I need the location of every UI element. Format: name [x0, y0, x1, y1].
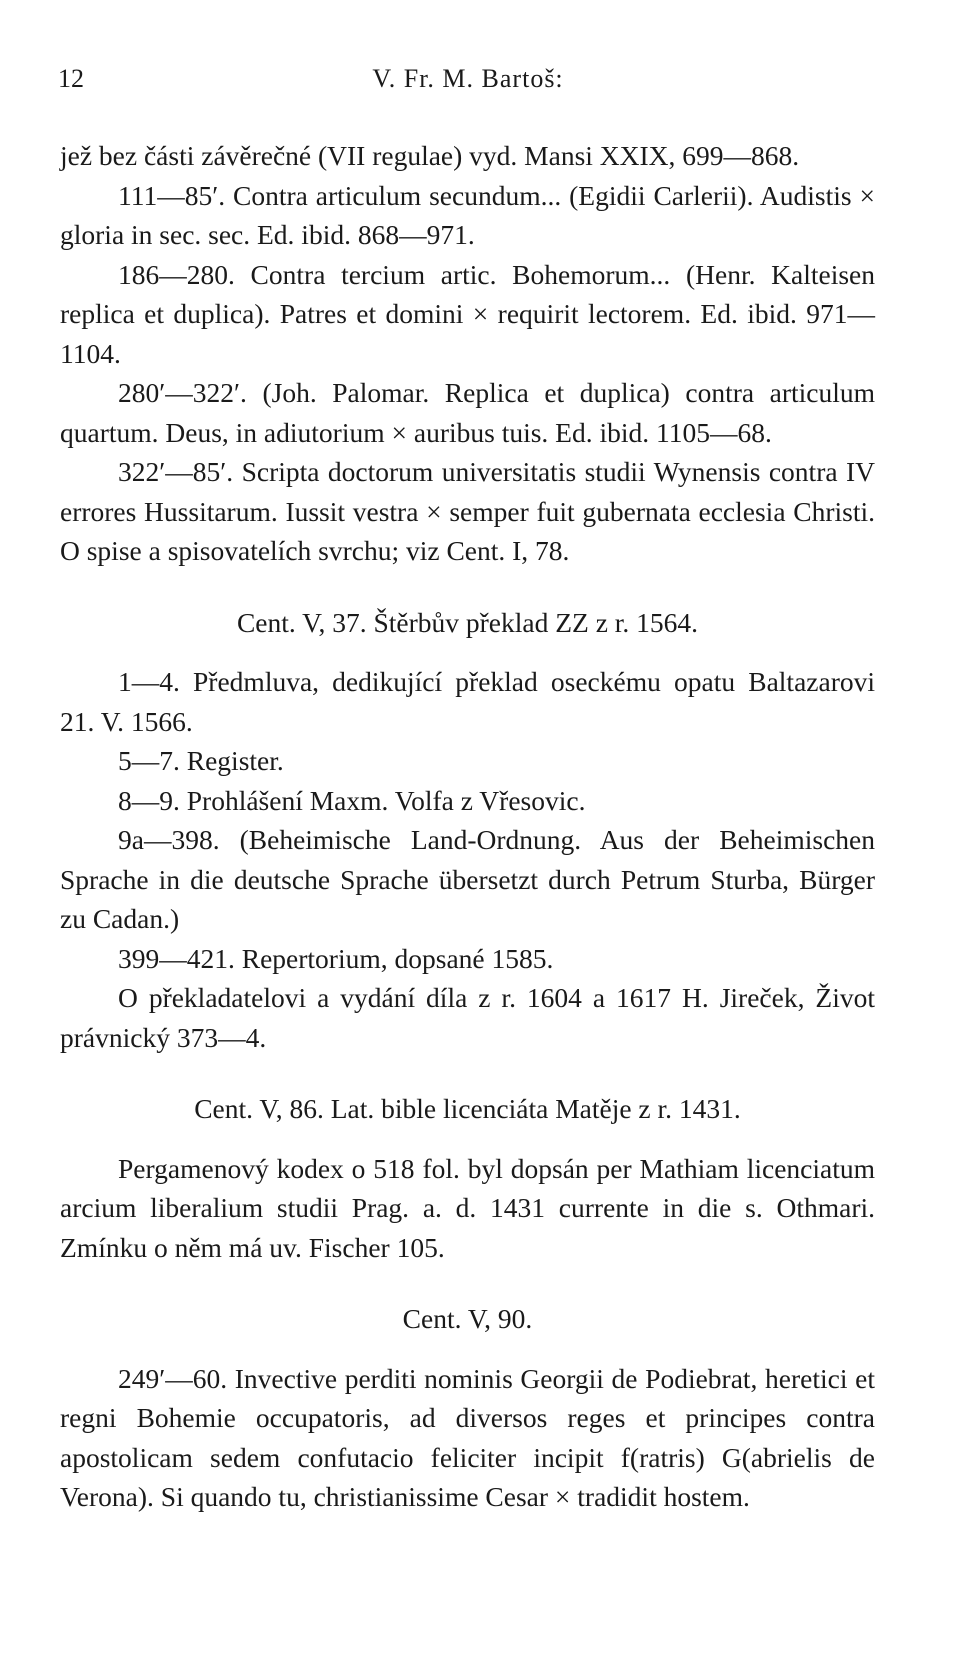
page-body: [60, 136, 875, 1517]
page-number: 12: [58, 64, 84, 93]
paragraph: 186—280. Contra tercium artic. Bohemorum... (Henr. Kalteisen replica et duplica). Patres et domini × requirit lectorem. Ed. ibid. 971—1104.: [60, 258, 875, 369]
paragraph: 1—4. Předmluva, dedikující překlad oseckému opatu Baltazarovi 21. V. 1566.: [60, 666, 875, 737]
section-heading: Cent. V, 37. Štěrbův překlad ZZ z r. 1564.: [236, 606, 699, 638]
paragraph: 322′—85′. Scripta doctorum universitatis studii Wynensis contra IV errores Hussitarum. Iussit vestra × semper fuit gubernata ecclesia Christi. O spise a spisovatelích svrchu; viz Cent. I, 78.: [60, 456, 875, 566]
paragraph: Pergamenový kodex o 518 fol. byl dopsán per Mathiam licenciatum arcium liberalium studii Prag. a. d. 1431 currente in die s. Othmari. Zmínku o něm má uv. Fischer 105.: [60, 1152, 875, 1263]
paragraph: 249′—60. Invective perditi nominis Georgii de Podiebrat, heretici et regni Bohemie occupatoris, ad diversos reges et principes contra apostolicam sedem confutacio feliciter incipit f(ratris) G(abrielis de Verona). Si quando tu, christianissime Cesar × tradidit hostem.: [60, 1362, 875, 1512]
running-head: V. Fr. M. Bartoš:: [372, 64, 564, 93]
paragraph: 111—85′. Contra articulum secundum... (Egidii Carlerii). Audistis × gloria in sec. sec. Ed. ibid. 868—971.: [60, 179, 875, 250]
section-heading: Cent. V, 86. Lat. bible licenciáta Matěje z r. 1431.: [194, 1093, 741, 1124]
paragraph: 8—9. Prohlášení Maxm. Volfa z Vřesovic.: [118, 784, 586, 816]
paragraph: 280′—322′. (Joh. Palomar. Replica et duplica) contra articulum quartum. Deus, in adiutorium × auribus tuis. Ed. ibid. 1105—68.: [60, 377, 875, 448]
paragraph: 399—421. Repertorium, dopsané 1585.: [118, 942, 554, 974]
paragraph: 5—7. Register.: [118, 745, 284, 776]
paragraph: O překladatelovi a vydání díla z r. 1604 a 1617 H. Jireček, Život právnický 373—4.: [60, 982, 875, 1053]
page-header: [58, 64, 878, 104]
paragraph: 9a—398. (Beheimische Land-Ordnung. Aus der Beheimischen Sprache in die deutsche Sprache übersetzt durch Petrum Sturba, Bürger zu Cadan.): [60, 824, 875, 934]
paragraph: jež bez části závěrečné (VII regulae) vyd. Mansi XXIX, 699—868.: [60, 140, 800, 171]
section-heading: Cent. V, 90.: [402, 1303, 533, 1334]
